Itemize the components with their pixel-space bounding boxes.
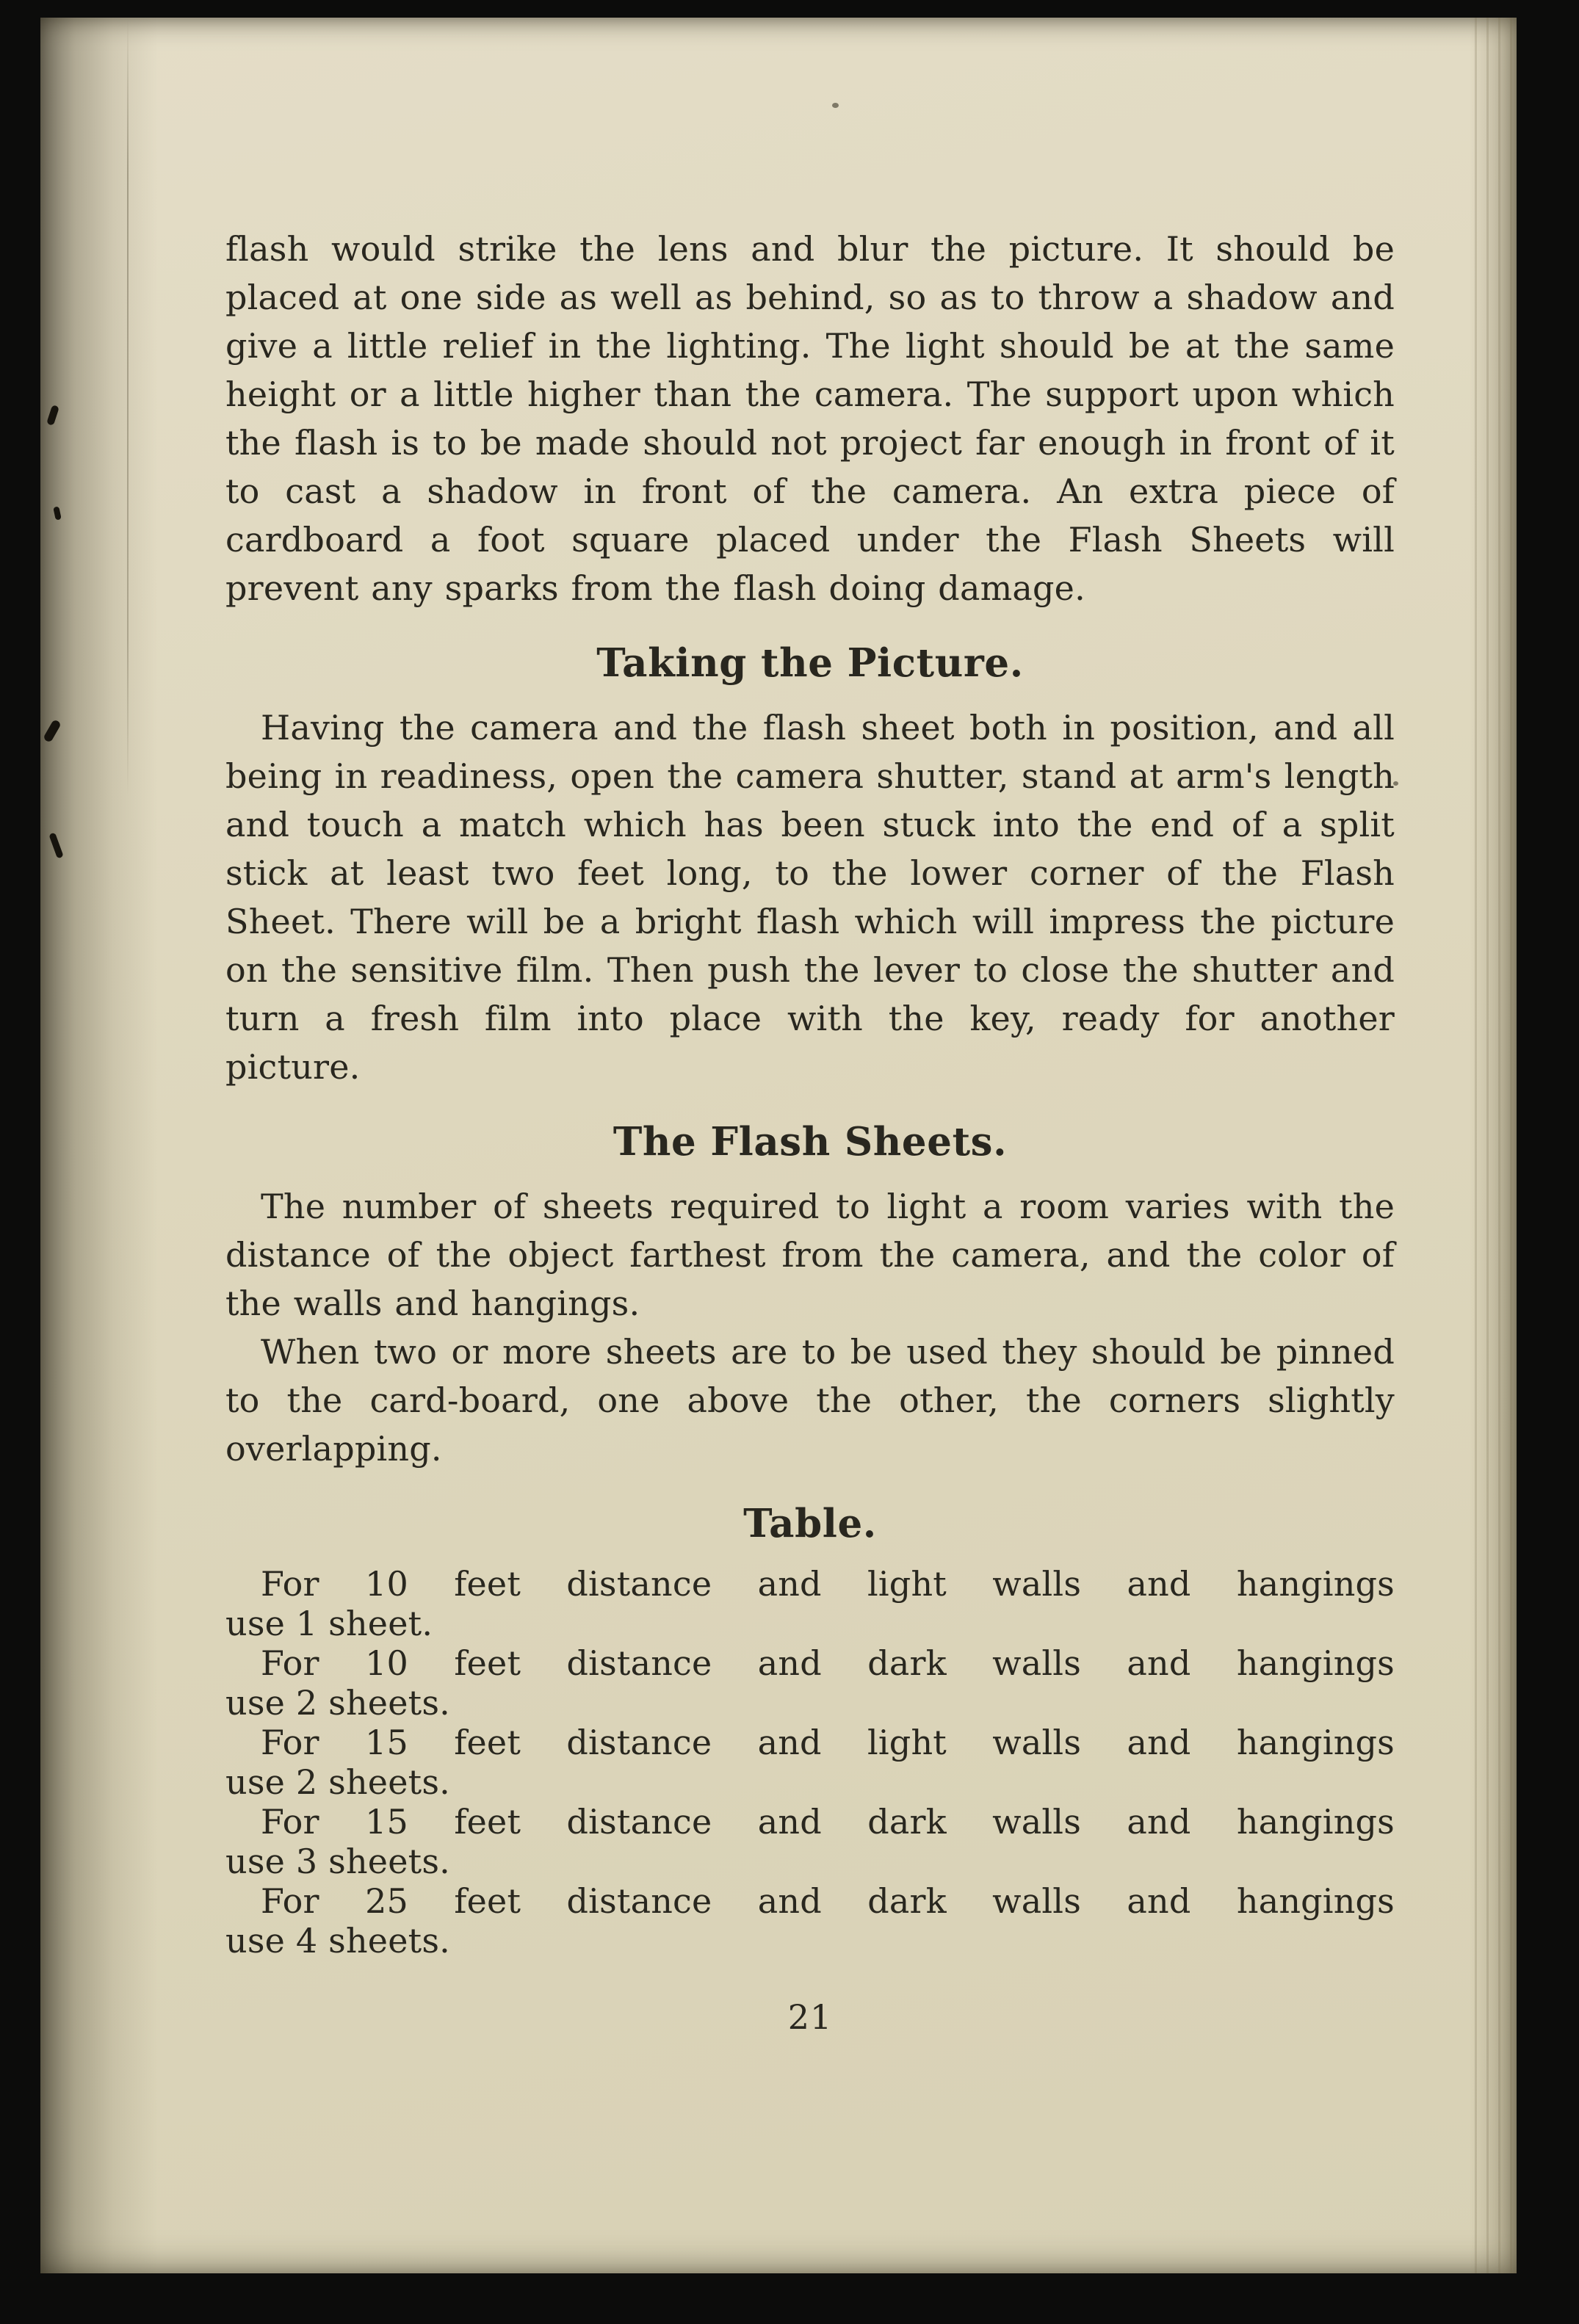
table-row-condition: For 10 feet distance and dark walls and hangings	[261, 1643, 1395, 1683]
table-row-condition: For 10 feet distance and light walls and hangings	[261, 1564, 1395, 1604]
book-page	[40, 18, 1517, 2273]
table-row-condition: For 25 feet distance and dark walls and hangings	[261, 1881, 1395, 1921]
table-row-result: use 2 sheets.	[225, 1762, 450, 1802]
paragraph-sheets-required: The number of sheets required to light a room varies with the distance of the object farthest from the camera, and the color of the walls and hangings.	[225, 1187, 1395, 1323]
page-number: 21	[787, 1997, 833, 2037]
table-row	[225, 1643, 1395, 1723]
paragraph-flash-placement: flash would strike the lens and blur the picture. It should be placed at one side as well as behind, so as to throw a shadow and give a little relief in the lighting. The light should be at the same height or a little higher than the camera. The support upon which the flash is to be made should not project far enough in front of it to cast a shadow in front of the camera. An extra piece of cardboard a foot square placed under the Flash Sheets will prevent any sparks from the flash doing damage.	[225, 229, 1395, 608]
table-row	[225, 1802, 1395, 1881]
heading-taking-the-picture: Taking the Picture.	[596, 640, 1024, 686]
binding-gutter-shadow	[40, 18, 158, 2273]
table-row-condition: For 15 feet distance and dark walls and hangings	[261, 1802, 1395, 1842]
table-row	[225, 1564, 1395, 1643]
table-row-condition: For 15 feet distance and light walls and hangings	[261, 1723, 1395, 1762]
paragraph-sheets-pinned: When two or more sheets are to be used they should be pinned to the card-board, one above the other, the corners slightly overlapping.	[225, 1332, 1395, 1469]
page-crease	[127, 18, 129, 796]
table-row-result: use 3 sheets.	[225, 1842, 450, 1881]
table-row-result: use 1 sheet.	[225, 1604, 433, 1643]
paper-speck	[832, 103, 839, 108]
table-row	[225, 1881, 1395, 1961]
exposure-table	[225, 1564, 1395, 1961]
heading-table: Table.	[743, 1501, 877, 1546]
stacked-page-edges	[1470, 18, 1517, 2273]
table-row-result: use 4 sheets.	[225, 1921, 450, 1961]
paragraph-taking-the-picture: Having the camera and the flash sheet both in position, and all being in readiness, open the camera shutter, stand at arm's length and touch a match which has been stuck into the end of a split stick at least two feet long, to the lower corner of the Flash Sheet. There will be a bright flash which will impress the picture on the sensitive film. Then push the lever to close the shutter and turn a fresh film into place with the key, ready for another picture.	[225, 708, 1395, 1087]
table-row	[225, 1723, 1395, 1802]
heading-the-flash-sheets: The Flash Sheets.	[613, 1119, 1008, 1165]
text-block	[225, 225, 1395, 2041]
table-row-result: use 2 sheets.	[225, 1683, 450, 1723]
